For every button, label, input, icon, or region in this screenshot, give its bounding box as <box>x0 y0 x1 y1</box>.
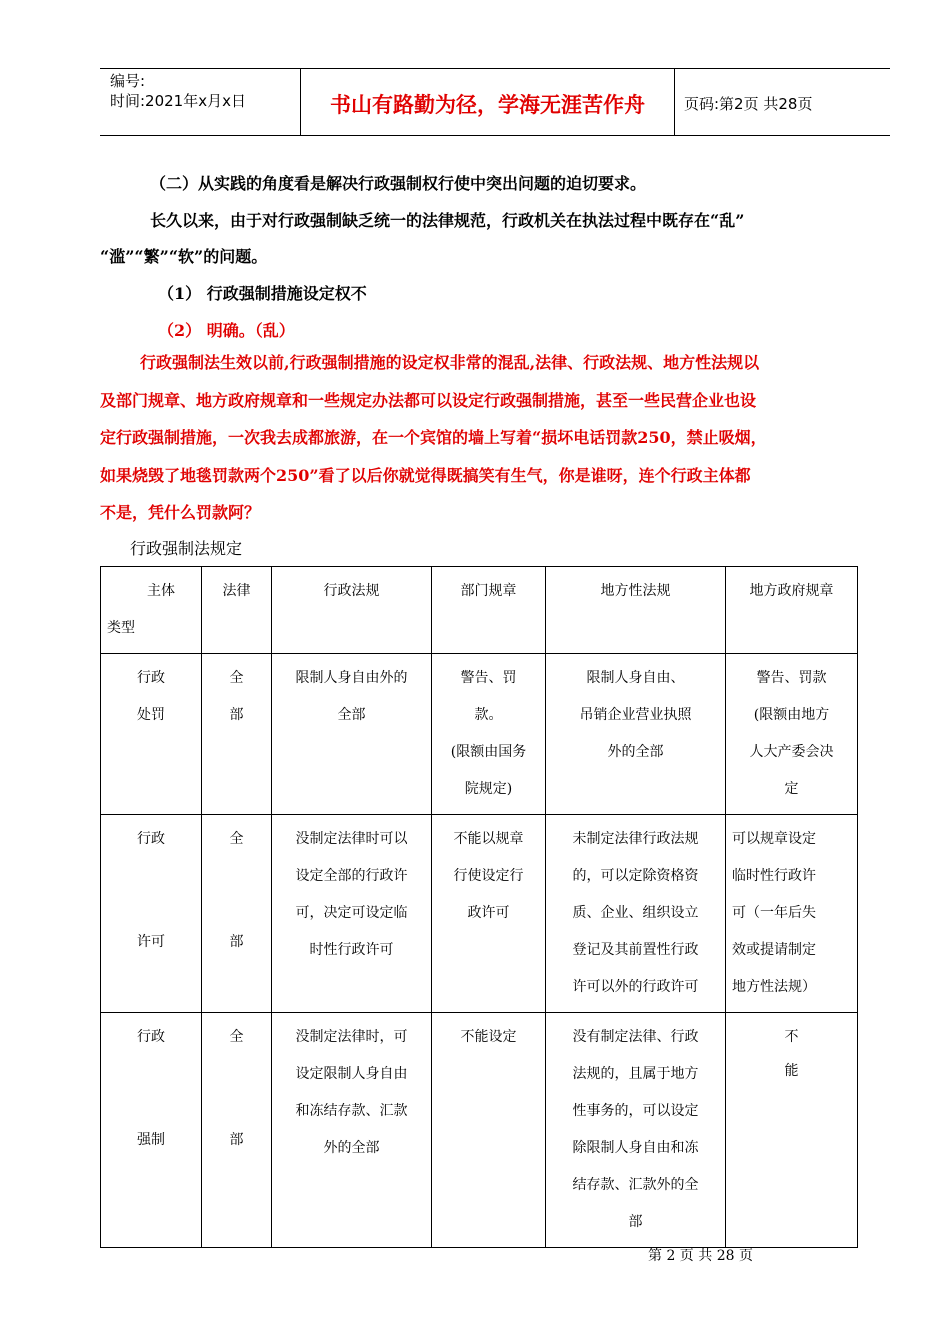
table-row <box>101 654 858 815</box>
table-cell: 没制定法律时，可 设定限制人身自由 和冻结存款、汇款 外的全部 <box>272 1013 432 1248</box>
header-page-label: 页码:第2页 共28页 <box>684 95 813 113</box>
table-header-cell: 地方性法规 <box>546 567 726 654</box>
table-header-cell: 部门规章 <box>432 567 546 654</box>
page-footer: 第 2 页 共 28 页 <box>648 1248 753 1264</box>
list-item: （2） 明确。（乱） <box>158 321 295 340</box>
table-header-cell: 地方政府规章 <box>726 567 858 654</box>
table-cell: 不能设定 <box>432 1013 546 1248</box>
table-cell: 行政 处罚 <box>101 654 202 815</box>
paragraph-line: “滥”“繁”“软”的问题。 <box>100 247 268 266</box>
table-cell: 没有制定法律、行政 法规的，且属于地方 性事务的，可以设定 除限制人身自由和冻 结存款、汇款外的全 部 <box>546 1013 726 1248</box>
section-heading: （二）从实践的角度看是解决行政强制权行使中突出问题的迫切要求。 <box>150 174 647 193</box>
header-divider <box>674 69 675 135</box>
table-cell: 不能以规章 行使设定行 政许可 <box>432 815 546 1013</box>
table-cell: 限制人身自由外的 全部 <box>272 654 432 815</box>
table-cell: 全 部 <box>202 815 272 1013</box>
table-header-cell: 法律 <box>202 567 272 654</box>
table-cell: 警告、罚 款。 (限额由国务 院规定) <box>432 654 546 815</box>
table-cell: 可以规章设定 临时性行政许 可（一年后失 效或提请制定 地方性法规） <box>726 815 858 1013</box>
table-header-cell: 主体 类型 <box>101 567 202 654</box>
regulation-table <box>100 566 858 1248</box>
example-paragraph <box>100 344 890 532</box>
table-header-row <box>101 567 858 654</box>
example-line: 如果烧毁了地毯罚款两个250”看了以后你就觉得既搞笑有生气，你是谁呀，连个行政主体都 <box>100 465 751 485</box>
page-header <box>100 68 890 136</box>
example-line: 行政强制法生效以前,行政强制措施的设定权非常的混乱,法律、行政法规、地方性法规以 <box>140 353 760 372</box>
header-meta <box>110 71 246 111</box>
table-cell: 未制定法律行政法规 的，可以定除资格资 质、企业、组织设立 登记及其前置性行政 许可以外的行政许可 <box>546 815 726 1013</box>
table-caption: 行政强制法规定 <box>130 539 243 558</box>
table-cell: 没制定法律时可以 设定全部的行政许 可，决定可设定临 时性行政许可 <box>272 815 432 1013</box>
list-item: （1） 行政强制措施设定权不 <box>158 284 367 303</box>
table-cell: 警告、罚款 (限额由地方 人大产委会决 定 <box>726 654 858 815</box>
table-row <box>101 1013 858 1248</box>
table-cell: 全 部 <box>202 654 272 815</box>
paragraph-line: 长久以来，由于对行政强制缺乏统一的法律规范，行政机关在执法过程中既存在“乱” <box>150 211 745 230</box>
table-header-cell: 行政法规 <box>272 567 432 654</box>
number-label: 编号: <box>110 72 146 90</box>
example-line: 定行政强制措施，一次我去成都旅游，在一个宾馆的墙上写着“损坏电话罚款250，禁止吸烟， <box>100 428 767 447</box>
example-line: 不是，凭什么罚款阿？ <box>100 503 261 522</box>
table-cell: 限制人身自由、 吊销企业营业执照 外的全部 <box>546 654 726 815</box>
table-cell: 不 能 <box>726 1013 858 1248</box>
table-cell: 行政 强制 <box>101 1013 202 1248</box>
table-cell: 全 部 <box>202 1013 272 1248</box>
example-line: 及部门规章、地方政府规章和一些规定办法都可以设定行政强制措施，甚至一些民营企业也设 <box>100 390 757 410</box>
table-cell: 行政 许可 <box>101 815 202 1013</box>
time-label: 时间:2021年x月x日 <box>110 92 246 110</box>
header-motto: 书山有路勤为径，学海无涯苦作舟 <box>330 93 645 117</box>
table-row <box>101 815 858 1013</box>
